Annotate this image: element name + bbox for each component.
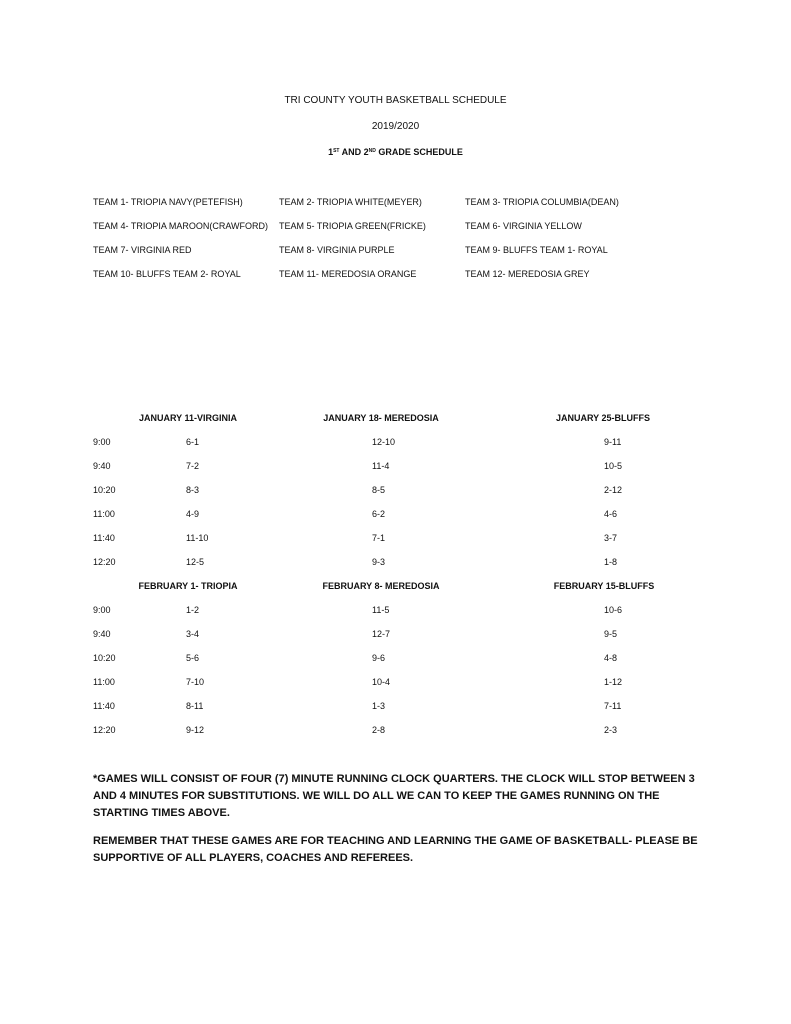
date-header: JANUARY 25-BLUFFS bbox=[555, 413, 650, 423]
date-header: FEBRUARY 8- MEREDOSIA bbox=[322, 581, 440, 591]
game-time: 9:40 bbox=[93, 629, 111, 639]
game-time: 11:40 bbox=[93, 533, 115, 543]
game-time: 11:40 bbox=[93, 701, 115, 711]
game-matchup: 12-10 bbox=[372, 437, 396, 447]
team-entry: TEAM 10- BLUFFS TEAM 2- ROYAL bbox=[93, 269, 241, 279]
game-matchup: 1-8 bbox=[604, 557, 618, 567]
game-time: 10:20 bbox=[93, 653, 116, 663]
game-time: 11:00 bbox=[93, 509, 115, 519]
game-matchup: 2-12 bbox=[604, 485, 623, 495]
game-matchup: 2-3 bbox=[604, 725, 618, 735]
team-entry: TEAM 12- MEREDOSIA GREY bbox=[465, 269, 590, 279]
game-matchup: 5-6 bbox=[186, 653, 200, 663]
team-entry: TEAM 3- TRIOPIA COLUMBIA(DEAN) bbox=[465, 197, 619, 207]
page-title: TRI COUNTY YOUTH BASKETBALL SCHEDULE bbox=[284, 95, 507, 106]
game-matchup: 9-5 bbox=[604, 629, 618, 639]
date-header: FEBRUARY 1- TRIOPIA bbox=[138, 581, 238, 591]
game-time: 11:00 bbox=[93, 677, 115, 687]
game-matchup: 8-3 bbox=[186, 485, 200, 495]
game-matchup: 10-4 bbox=[372, 677, 391, 687]
game-matchup: 9-3 bbox=[372, 557, 386, 567]
game-time: 12:20 bbox=[93, 725, 116, 735]
game-matchup: 1-12 bbox=[604, 677, 623, 687]
game-matchup: 6-1 bbox=[186, 437, 200, 447]
game-matchup: 8-5 bbox=[372, 485, 386, 495]
game-time: 9:40 bbox=[93, 461, 111, 471]
game-time: 9:00 bbox=[93, 437, 111, 447]
team-entry: TEAM 11- MEREDOSIA ORANGE bbox=[279, 269, 417, 279]
game-matchup: 11-4 bbox=[372, 461, 390, 471]
game-matchup: 2-8 bbox=[372, 725, 386, 735]
game-matchup: 12-7 bbox=[372, 629, 391, 639]
game-matchup: 9-11 bbox=[604, 437, 622, 447]
date-header: JANUARY 11-VIRGINIA bbox=[138, 413, 238, 423]
game-matchup: 1-3 bbox=[372, 701, 386, 711]
game-matchup: 11-5 bbox=[372, 605, 390, 615]
game-matchup: 12-5 bbox=[186, 557, 205, 567]
sportsmanship-note: REMEMBER THAT THESE GAMES ARE FOR TEACHING AND LEARNING THE GAME OF BASKETBALL- PLEASE BE SUPPORTIVE OF ALL PLAYERS, COACHES AND REFEREES. bbox=[93, 835, 698, 864]
game-matchup: 3-4 bbox=[186, 629, 200, 639]
game-matchup: 10-5 bbox=[604, 461, 623, 471]
grade-1-suffix: ST bbox=[333, 148, 340, 154]
game-matchup: 1-2 bbox=[186, 605, 200, 615]
grade-heading bbox=[0, 146, 791, 158]
grade-rest: GRADE SCHEDULE bbox=[375, 147, 463, 157]
game-time: 9:00 bbox=[93, 605, 111, 615]
rules-note: *GAMES WILL CONSIST OF FOUR (7) MINUTE RUNNING CLOCK QUARTERS. THE CLOCK WILL STOP BETWEEN 3 AND 4 MINUTES FOR SUBSTITUTIONS. WE WILL DO ALL WE CAN TO KEEP THE GAMES RUNNING ON THE STARTING TIMES ABOVE. bbox=[93, 773, 695, 819]
team-entry: TEAM 6- VIRGINIA YELLOW bbox=[465, 221, 582, 231]
team-entry: TEAM 2- TRIOPIA WHITE(MEYER) bbox=[279, 197, 422, 207]
game-matchup: 7-2 bbox=[186, 461, 200, 471]
date-header: JANUARY 18- MEREDOSIA bbox=[323, 413, 439, 423]
team-entry: TEAM 4- TRIOPIA MAROON(CRAWFORD) bbox=[93, 221, 269, 231]
game-time: 12:20 bbox=[93, 557, 116, 567]
game-matchup: 4-9 bbox=[186, 509, 200, 519]
date-header: FEBRUARY 15-BLUFFS bbox=[553, 581, 655, 591]
game-matchup: 6-2 bbox=[372, 509, 386, 519]
team-entry: TEAM 7- VIRGINIA RED bbox=[93, 245, 192, 255]
grade-1: 1 bbox=[328, 147, 334, 157]
game-matchup: 7-1 bbox=[372, 533, 386, 543]
team-entry: TEAM 9- BLUFFS TEAM 1- ROYAL bbox=[465, 245, 608, 255]
team-entry: TEAM 8- VIRGINIA PURPLE bbox=[279, 245, 395, 255]
game-matchup: 8-11 bbox=[186, 701, 204, 711]
game-matchup: 7-11 bbox=[604, 701, 622, 711]
game-matchup: 4-6 bbox=[604, 509, 618, 519]
game-matchup: 7-10 bbox=[186, 677, 205, 687]
season-label: 2019/2020 bbox=[371, 121, 420, 132]
game-matchup: 4-8 bbox=[604, 653, 618, 663]
game-matchup: 9-6 bbox=[372, 653, 386, 663]
grade-2-suffix: ND bbox=[368, 148, 376, 154]
team-entry: TEAM 5- TRIOPIA GREEN(FRICKE) bbox=[279, 221, 426, 231]
game-matchup: 10-6 bbox=[604, 605, 623, 615]
game-time: 10:20 bbox=[93, 485, 116, 495]
game-matchup: 9-12 bbox=[186, 725, 205, 735]
game-matchup: 11-10 bbox=[186, 533, 209, 543]
game-matchup: 3-7 bbox=[604, 533, 618, 543]
grade-and: AND 2 bbox=[339, 147, 369, 157]
team-entry: TEAM 1- TRIOPIA NAVY(PETEFISH) bbox=[93, 197, 243, 207]
